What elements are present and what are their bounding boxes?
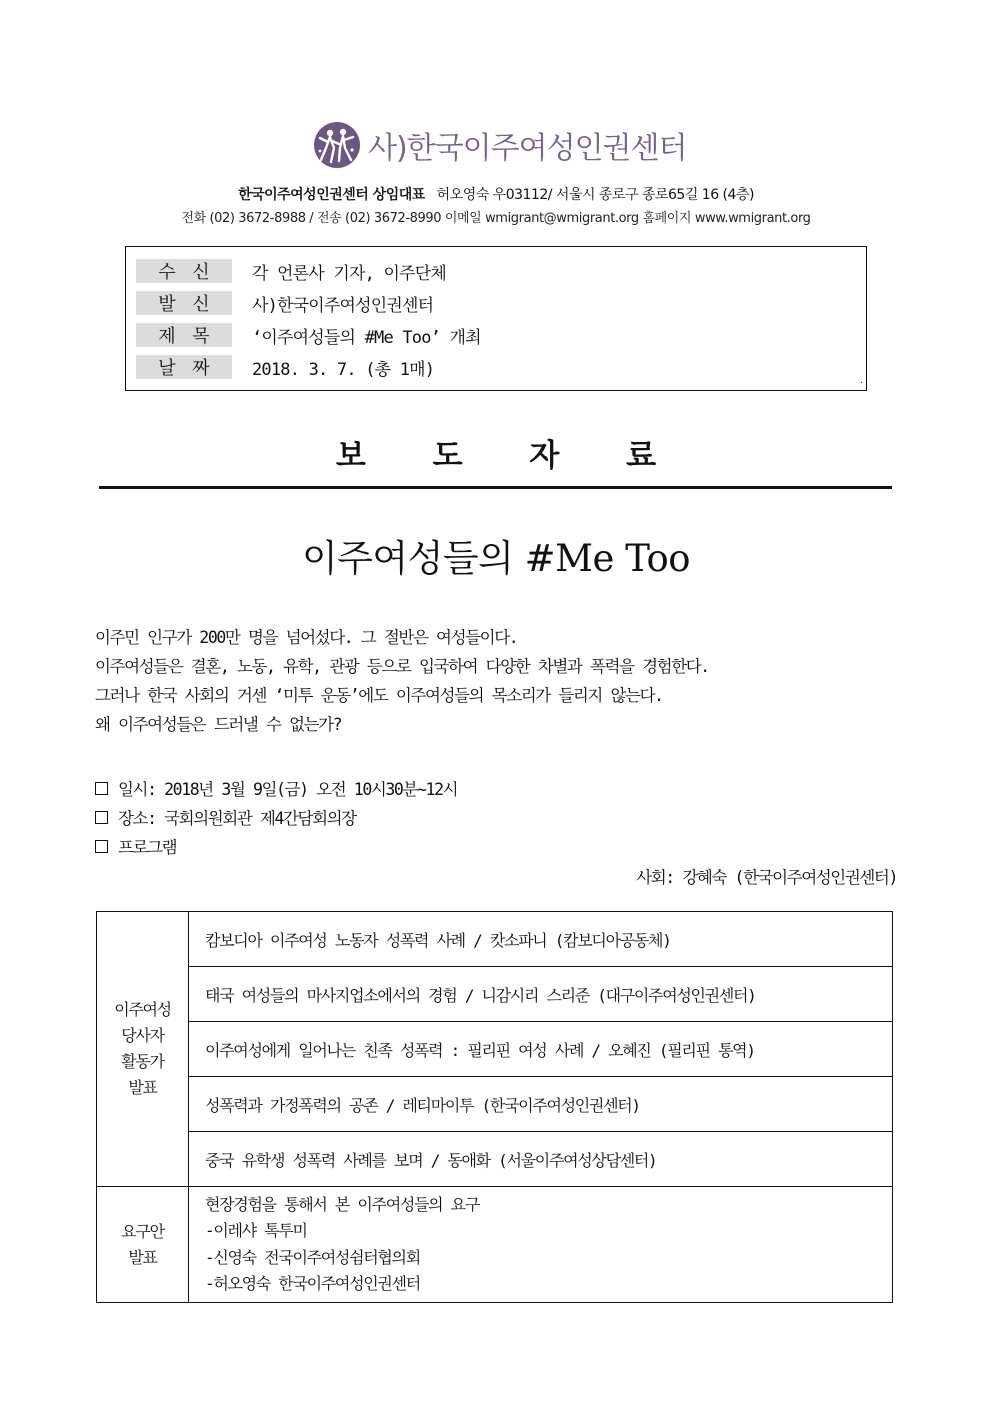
program-table (96, 911, 893, 1303)
label-char: 제 (158, 326, 176, 347)
org-contact-line: 전화 (02) 3672-8988 / 전송 (02) 3672-8990 이메일 wmigrant@wmigrant.org 홈페이지 www.wmigrant.org (181, 211, 811, 226)
checkbox-bullet-icon (95, 840, 108, 853)
logo-text: 사)한국이주여성인권센터 (368, 131, 687, 166)
program-item: 캄보디아 이주여성 노동자 성폭력 사례 / 캇소파니 (캄보디아공동체) (189, 912, 893, 967)
org-address: 허오영숙 우03112/ 서울시 종로구 종로65길 16 (4층) (436, 187, 754, 203)
label-char: 신 (192, 294, 210, 315)
header-value-sender: 사)한국이주여성인권센터 (252, 295, 434, 316)
detail-datetime-text: 일시: 2018년 3월 9일(금) 오전 10시30분~12시 (118, 780, 458, 799)
press-release-heading: 보 도 자 료 (335, 438, 685, 474)
intro-line-3: 그러나 한국 사회의 거센 ‘미투 운동’에도 이주여성들의 목소리가 들리지 않는다. (95, 686, 663, 705)
program-item: 태국 여성들의 마사지업소에서의 경험 / 니감시리 스리준 (대구이주여성인권센터) (189, 967, 893, 1022)
detail-place (95, 805, 356, 829)
category-line: 발표 (128, 1078, 157, 1097)
header-label-date (136, 355, 232, 379)
intro-line-1: 이주민 인구가 200만 명을 넘어섰다. 그 절반은 여성들이다. (95, 628, 518, 647)
detail-place-text: 장소: 국회의원회관 제4간담회의장 (118, 809, 356, 828)
header-row-recipient (136, 258, 446, 284)
table-row (97, 1187, 893, 1303)
program-item: 이주여성에게 일어나는 친족 성폭력 : 필리핀 여성 사례 / 오혜진 (필리핀 통역) (189, 1022, 893, 1077)
corner-mark: . (860, 376, 863, 386)
label-char: 목 (192, 326, 210, 347)
org-logo (312, 118, 686, 172)
program-item: 중국 유학생 성폭력 사례를 보며 / 동애화 (서울이주여성상담센터) (189, 1132, 893, 1187)
checkbox-bullet-icon (95, 782, 108, 795)
category-presentations (97, 912, 189, 1187)
header-label-subject (136, 323, 232, 347)
header-box (125, 246, 867, 391)
demands-cell (189, 1187, 893, 1303)
demands-line: -이레샤 톡투미 (205, 1221, 307, 1240)
label-char: 날 (158, 358, 176, 379)
category-line: 요구안 (121, 1221, 164, 1241)
header-row-subject (136, 322, 481, 348)
demands-line: -허오영숙 한국이주여성인권센터 (205, 1274, 420, 1293)
heading-divider (99, 486, 892, 489)
table-row (97, 1077, 893, 1132)
table-row (97, 967, 893, 1022)
checkbox-bullet-icon (95, 811, 108, 824)
dancing-figures-logo-icon (312, 120, 362, 170)
table-row (97, 1132, 893, 1187)
intro-line-2: 이주여성들은 결혼, 노동, 유학, 관광 등으로 입국하여 다양한 차별과 폭력을 경험한다. (95, 657, 709, 676)
program-item: 성폭력과 가정폭력의 공존 / 레티마이투 (한국이주여성인권센터) (189, 1077, 893, 1132)
demands-line: 현장경험을 통해서 본 이주여성들의 요구 (205, 1194, 479, 1214)
detail-program-text: 프로그램 (118, 838, 177, 857)
label-char: 수 (158, 262, 176, 283)
label-char: 짜 (192, 358, 210, 379)
main-title: 이주여성들의 #Me Too (301, 537, 691, 580)
header-value-date: 2018. 3. 7. (총 1매) (252, 359, 435, 380)
intro-line-4: 왜 이주여성들은 드러낼 수 없는가? (95, 715, 342, 734)
header-row-sender (136, 290, 433, 316)
category-line: 이주여성 (114, 1000, 171, 1019)
label-char: 발 (158, 294, 176, 315)
header-value-subject: ‘이주여성들의 #Me Too’ 개최 (252, 327, 481, 348)
category-demands (97, 1187, 189, 1303)
demands-line: -신영숙 전국이주여성쉼터협의회 (205, 1247, 420, 1267)
category-line: 활동가 (121, 1052, 164, 1071)
detail-mc: 사회: 강혜숙 (한국이주여성인권센터) (636, 868, 897, 887)
header-label-recipient (136, 259, 232, 283)
org-address-line (0, 184, 992, 204)
header-row-date (136, 354, 434, 380)
detail-datetime (95, 776, 457, 800)
org-name-rep: 한국이주여성인권센터 상임대표 (238, 187, 425, 203)
category-line: 발표 (128, 1247, 157, 1267)
table-row (97, 912, 893, 967)
table-row (97, 1022, 893, 1077)
header-label-sender (136, 291, 232, 315)
label-char: 신 (192, 262, 210, 283)
header-value-recipient: 각 언론사 기자, 이주단체 (252, 263, 446, 284)
detail-program (95, 834, 176, 858)
category-line: 당사자 (121, 1026, 164, 1045)
